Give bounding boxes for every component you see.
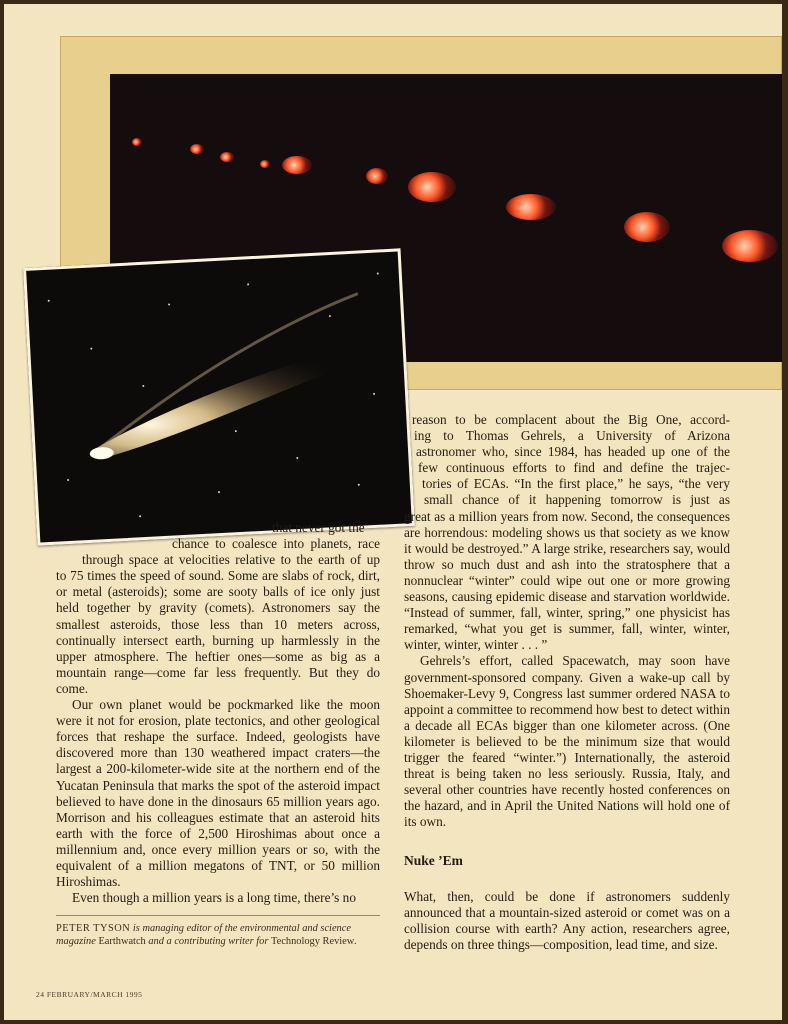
star	[296, 457, 298, 459]
section-heading: Nuke ’Em	[404, 853, 463, 868]
star	[139, 515, 141, 517]
wrap-line: ing to Thomas Gehrels, a University of Arizona	[414, 428, 730, 444]
fragment-glow	[624, 212, 670, 242]
fragment-glow	[260, 160, 270, 168]
bio-text: .	[354, 936, 357, 947]
star	[142, 385, 144, 387]
paragraph: great as a million years from now. Second, the consequences are horrendous: modeling shows us that society as we know it would be destroyed.” A large strike, researchers say, would throw so much dust and ash into the stratosphere that a nonnuclear “winter” could wipe out one or more growing seasons, causing epidemic disease and starvation worldwide. “Instead of summer, fall, winter, spring,” one physicist has remarked, “what you get is summer, fall, winter, winter, winter, winter, winter . . . ”	[404, 508, 730, 653]
fragment-glow	[366, 168, 388, 184]
paragraph: Gehrels’s effort, called Spacewatch, may soon have government-sponsored company. Given a wake-up call by Shoemaker-Levy 9, Congress last summer ordered NASA to appoint a committee to recommend how best to detect within a decade all ECAs bigger than one kilometer across. (One kilometer is believed to be the minimum size that would trigger the feared “winter.”) Internationally, the asteroid threat is being taken no less seriously. Russia, Italy, and several other countries have recently hosted conferences on the hazard, and in April the United Nations will hold one of its own.	[404, 653, 730, 830]
star	[329, 315, 331, 317]
star	[48, 300, 50, 302]
wrap-line: through space at velocities relative to the earth of up	[82, 552, 380, 568]
star	[218, 491, 220, 493]
divider	[56, 915, 380, 916]
wrap-line: few continuous efforts to find and define the trajec-	[418, 460, 730, 476]
star	[235, 430, 237, 432]
right-column	[404, 412, 730, 830]
magazine-name: Technology Review	[271, 936, 355, 947]
comet-icon	[26, 251, 412, 542]
fragment-glow	[408, 172, 456, 202]
star	[67, 479, 69, 481]
right-column-final	[404, 889, 730, 953]
wrap-line: that never got the	[272, 520, 365, 535]
star	[90, 348, 92, 350]
author-name: PETER TYSON	[56, 923, 131, 934]
wrap-line: chance to coalesce into planets, race	[172, 536, 380, 552]
author-bio	[56, 922, 386, 948]
star	[247, 283, 249, 285]
paragraph: to 75 times the speed of sound. Some are slabs of rock, dirt, or metal (asteroids); some are sooty balls of ice only just held together by gravity (comets). Astronomers say the smallest asteroids, those less than 10 meters across, continually intersect earth, burning up harmlessly in the upper atmosphere. The heftier ones—some as big as a mountain range—come far less frequently. But they do come.	[56, 568, 380, 696]
fragment-glow	[282, 156, 312, 174]
wrap-line: astronomer who, since 1984, has headed up one of the	[416, 444, 730, 460]
fragment-glow	[190, 144, 204, 154]
comet-tail-photo	[23, 248, 415, 545]
bio-text: is managing editor of the environmental and science magazine	[56, 923, 351, 947]
wrap-line: tories of ECAs. “In the first place,” he says, “the very	[422, 476, 730, 492]
left-column	[56, 520, 380, 906]
fragment-glow	[132, 138, 142, 146]
bio-text: and a contributing writer for	[145, 936, 272, 947]
paragraph: Even though a million years is a long time, there’s no	[72, 890, 356, 906]
page-footer: 24 FEBRUARY/MARCH 1995	[36, 990, 143, 999]
fragment-glow	[722, 230, 778, 262]
fragment-glow	[506, 194, 556, 220]
paragraph: Our own planet would be pockmarked like the moon were it not for erosion, plate tectonics, and other geological forces that reshape the surface. Indeed, geologists have discovered more than 130 weathered impact craters—the largest a 200-kilometer-wide site at the northern end of the Yucatan Peninsula that marks the spot of the asteroid impact believed to have done in the dinosaurs 65 million years ago. Morrison and his colleagues estimate that an asteroid hits earth with the force of 2,500 Hiroshimas about once a millennium and, once every million years or so, with the equivalent of a million megatons of TNT, or 50 million Hiroshimas.	[56, 697, 380, 890]
star	[358, 484, 360, 486]
star	[377, 272, 379, 274]
star	[373, 393, 375, 395]
paragraph: What, then, could be done if astronomers suddenly announced that a mountain-sized asteroid or comet was on a collision course with earth? Any action, researchers agree, depends on three things—composition, lead time, and size.	[404, 889, 730, 953]
wrap-line: reason to be complacent about the Big One, accord-	[412, 412, 730, 427]
star	[168, 303, 170, 305]
magazine-name: Earthwatch	[98, 936, 146, 947]
fragment-glow	[220, 152, 234, 162]
wrap-line: small chance of it happening tomorrow is just as	[424, 492, 730, 508]
